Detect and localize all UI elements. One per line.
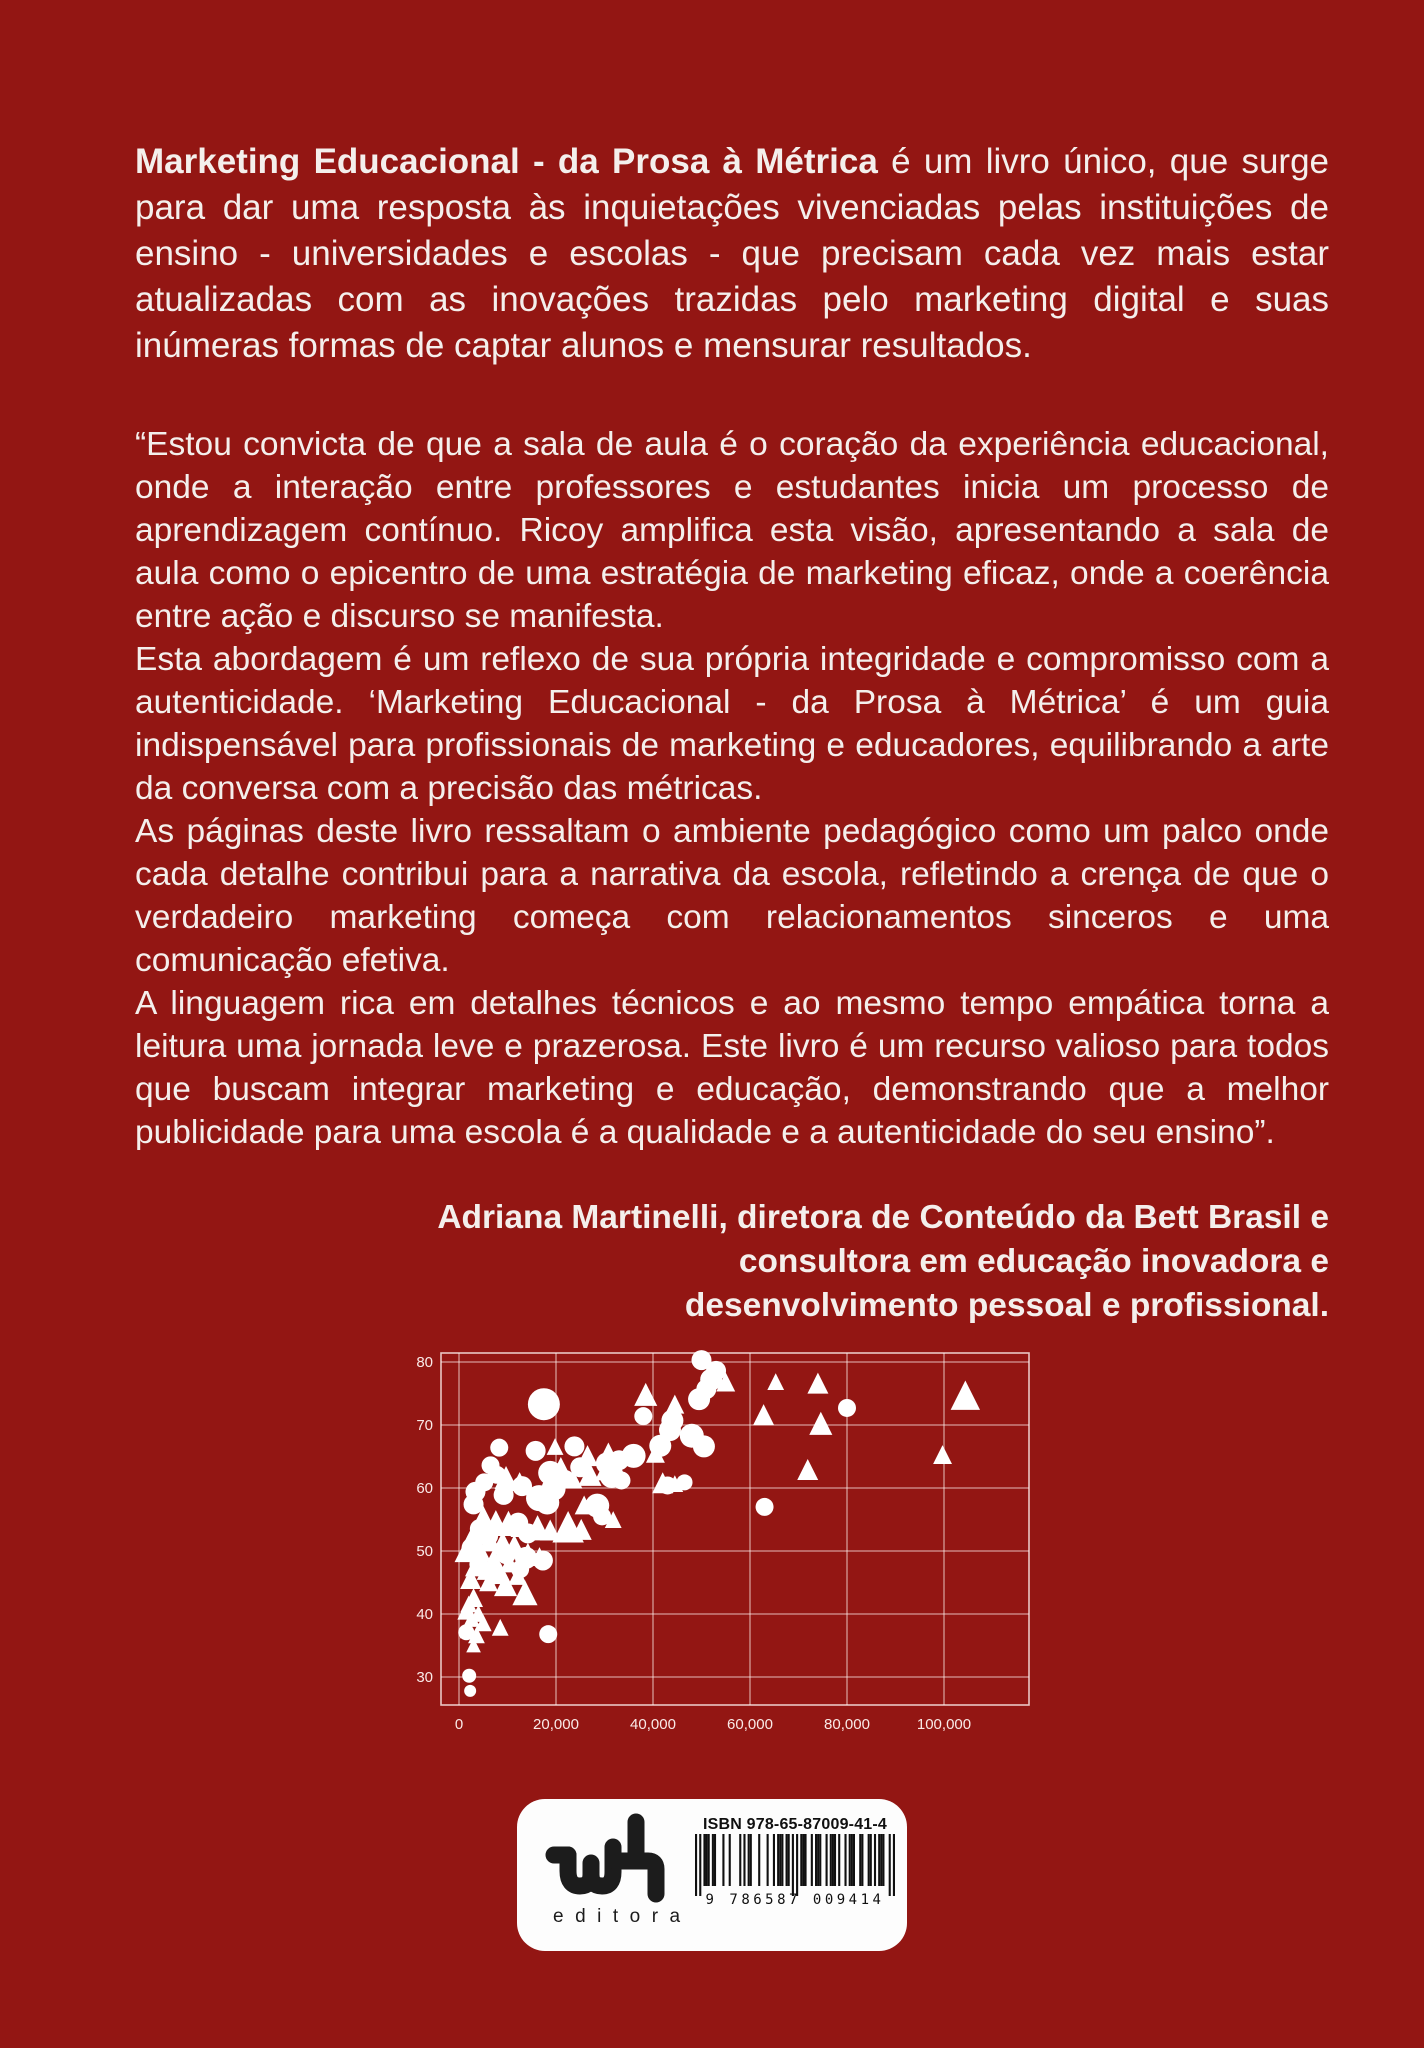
publisher-logo-subtext: editora (553, 1906, 692, 1927)
quote-paragraph: As páginas deste livro ressaltam o ambiente pedagógico como um palco onde cada detalhe contribui para a narrativa da escola, refletindo a crença de que o verdadeiro marketing começa com relacionamentos sinceros e uma comunicação efetiva. (135, 813, 1329, 979)
svg-text:100,000: 100,000 (916, 1716, 972, 1733)
quote-paragraph: A linguagem rica em detalhes técnicos e ao mesmo tempo empática torna a leitura uma jornada leve e prazerosa. Este livro é um recurso valioso para todos que buscam integrar marketing e educação, demonstrando que a melhor publicidade para uma escola é a qualidade e a autenticidade do seu ensino”. (135, 985, 1329, 1151)
w4-logo-icon (543, 1811, 689, 1903)
quote-attribution (135, 1196, 1329, 1328)
svg-text:20,000: 20,000 (533, 1716, 579, 1733)
scatter-chart (390, 1332, 1060, 1762)
book-title: Marketing Educacional - da Prosa à Métrica (135, 142, 878, 181)
svg-text:50: 50 (416, 1543, 433, 1560)
svg-text:0: 0 (454, 1716, 464, 1733)
intro-text: é um livro único, que surge para dar uma resposta às inquietações vivenciadas pelas instituições de ensino - universidades e escolas - que precisam cada vez mais estar atualizadas com as inovações trazidas pelo marketing digital e suas inúmeras formas de captar alunos e mensurar resultados. (135, 142, 1330, 365)
svg-text:60,000: 60,000 (727, 1716, 773, 1733)
svg-text:30: 30 (416, 1669, 433, 1686)
endorsement-quote (135, 423, 1329, 1154)
back-cover-text-column (135, 139, 1329, 1328)
attribution-line: desenvolvimento pessoal e profissional. (684, 1287, 1329, 1324)
isbn-label: ISBN 978-65-87009-41-4 (702, 1816, 888, 1833)
attribution-line: consultora em educação inovadora e (738, 1243, 1329, 1280)
publisher-isbn-box (517, 1799, 907, 1951)
svg-text:80,000: 80,000 (824, 1716, 870, 1733)
barcode-bars (695, 1834, 895, 1898)
svg-text:80: 80 (416, 1354, 433, 1371)
svg-text:40,000: 40,000 (630, 1716, 676, 1733)
svg-text:40: 40 (416, 1606, 433, 1623)
attribution-line: Adriana Martinelli, diretora de Conteúdo da Bett Brasil e (437, 1199, 1329, 1236)
svg-text:60: 60 (416, 1480, 433, 1497)
publisher-logo (543, 1811, 692, 1928)
quote-paragraph: Esta abordagem é um reflexo de sua própria integridade e compromisso com a autenticidade. ‘Marketing Educacional - da Prosa à Métrica’ é um guia indispensável para profissionais de marketing e educadores, equilibrando a arte da conversa com a precisão das métricas. (135, 641, 1329, 807)
quote-paragraph: “Estou convicta de que a sala de aula é o coração da experiência educacional, onde a interação entre professores e estudantes inicia um processo de aprendizagem contínuo. Ricoy amplifica esta visão, apresentando a sala de aula como o epicentro de uma estratégia de marketing eficaz, onde a coerência entre ação e discurso se manifesta. (135, 426, 1329, 635)
svg-text:70: 70 (416, 1417, 433, 1434)
isbn-barcode (695, 1816, 895, 1908)
intro-paragraph (135, 139, 1329, 369)
barcode-digits: 9 786587 009414 (705, 1892, 885, 1908)
scatter-chart-svg (390, 1332, 1060, 1762)
